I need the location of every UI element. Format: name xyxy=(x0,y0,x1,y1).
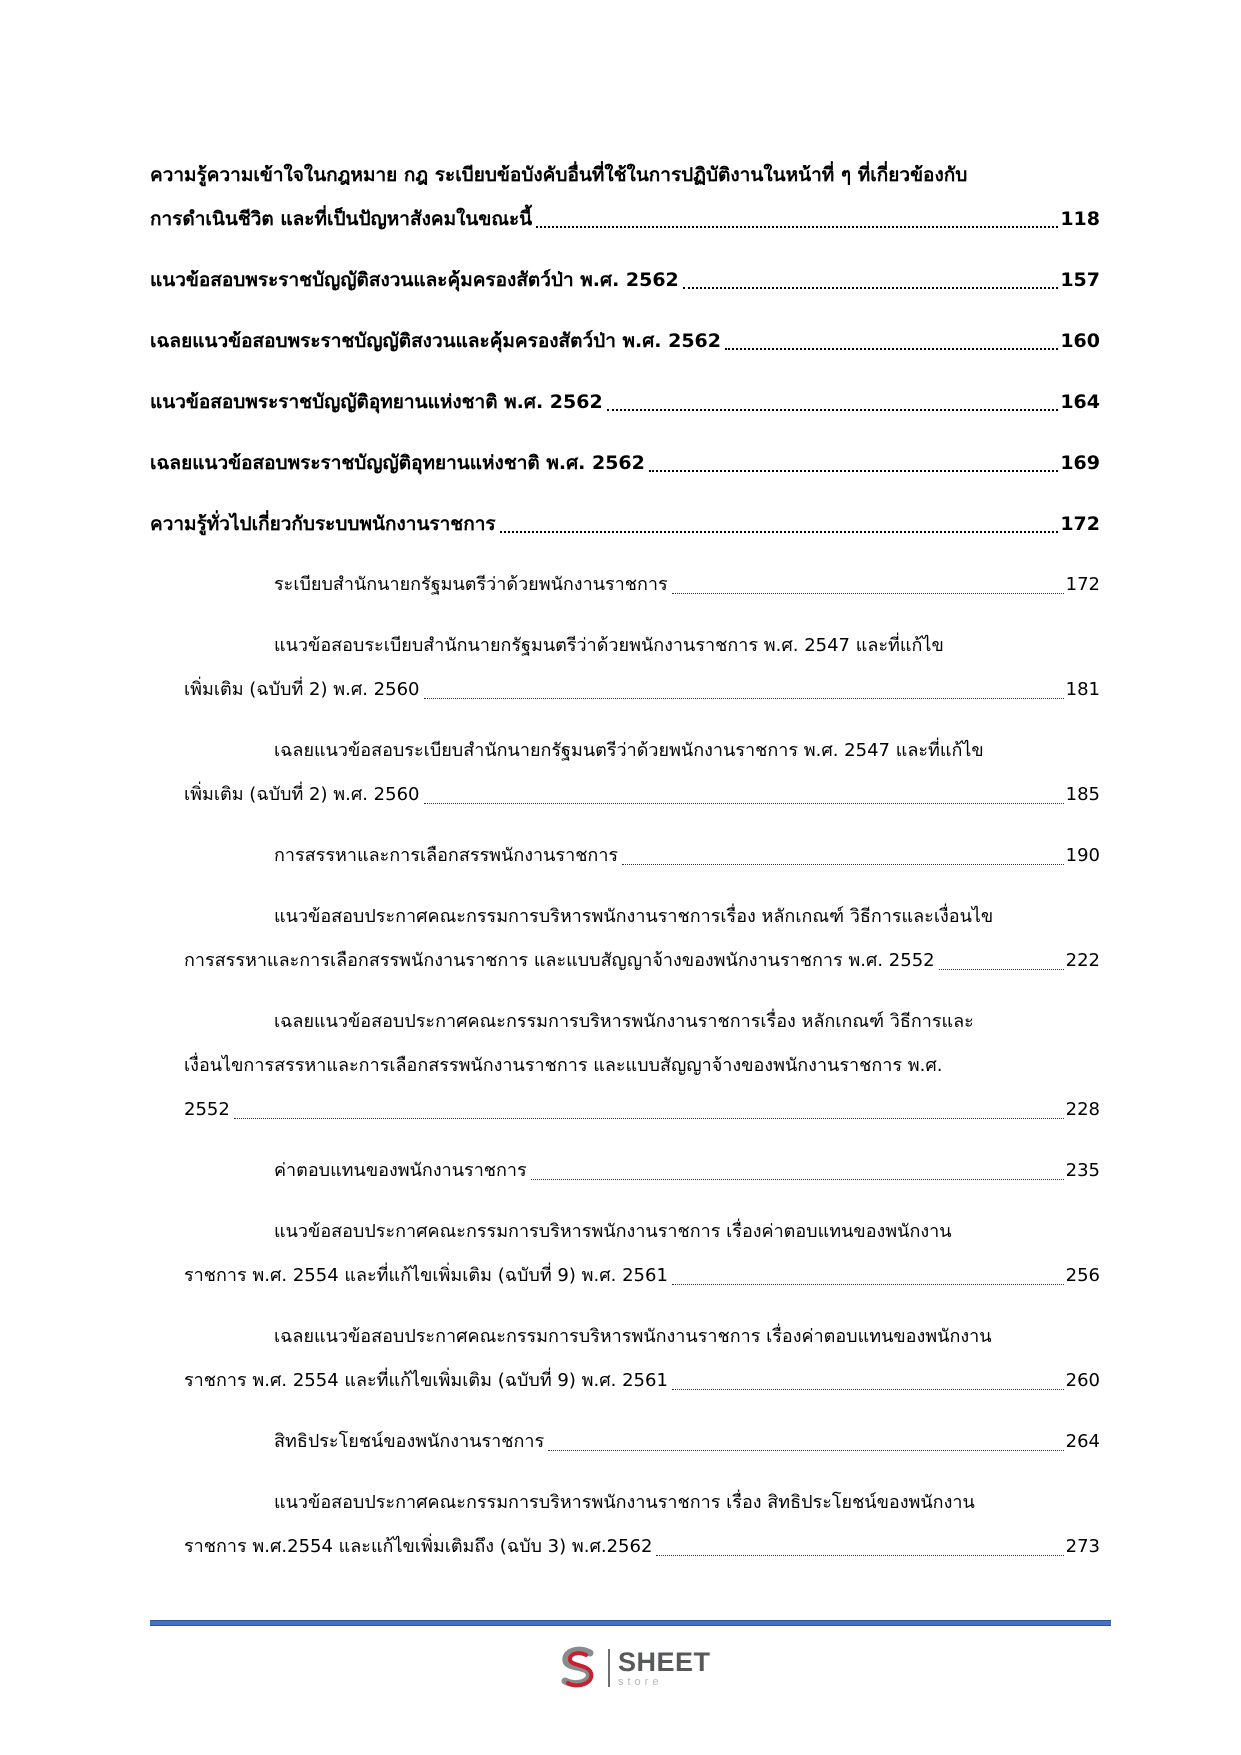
toc-entry xyxy=(150,1315,1100,1403)
toc-entry-title: ราชการ พ.ศ.2554 และแก้ไขเพิ่มเติมถึง (ฉบับ 3) พ.ศ.2562 xyxy=(184,1536,653,1557)
dot-leader xyxy=(672,1389,1064,1390)
toc-page-number: 228 xyxy=(1065,1099,1100,1120)
toc-page-number: 164 xyxy=(1060,391,1100,413)
toc-entry xyxy=(150,1210,1100,1298)
toc-entry xyxy=(150,895,1100,983)
toc-entry-line xyxy=(150,319,1100,363)
dot-leader xyxy=(672,593,1064,594)
toc-entry-line xyxy=(150,1088,1100,1132)
toc-entry-title: แนวข้อสอบประกาศคณะกรรมการบริหารพนักงานราชการ เรื่อง สิทธิประโยชน์ของพนักงาน xyxy=(274,1492,975,1513)
toc-entry-title: การดำเนินชีวิต และที่เป็นปัญหาสังคมในขณะนี้ xyxy=(150,208,533,230)
toc-entry-title: แนวข้อสอบประกาศคณะกรรมการบริหารพนักงานราชการ เรื่องค่าตอบแทนของพนักงาน xyxy=(274,1221,952,1242)
dot-leader xyxy=(672,1284,1064,1285)
toc-entry-line xyxy=(150,153,1100,197)
toc-entry-line xyxy=(150,1210,1100,1254)
toc-entry-line xyxy=(150,895,1100,939)
dot-leader xyxy=(607,409,1059,411)
toc-entry-title: ราชการ พ.ศ. 2554 และที่แก้ไขเพิ่มเติม (ฉบับที่ 9) พ.ศ. 2561 xyxy=(184,1265,668,1286)
toc-page-number: 260 xyxy=(1065,1370,1100,1391)
logo-wordmark xyxy=(618,1646,711,1688)
dot-leader xyxy=(656,1555,1063,1556)
toc-entry-line xyxy=(150,1420,1100,1464)
toc-entry xyxy=(150,1420,1100,1464)
toc-entry-title: แนวข้อสอบพระราชบัญญัติอุทยานแห่งชาติ พ.ศ. 2562 xyxy=(150,391,603,413)
toc-entry-line xyxy=(150,1525,1100,1569)
toc-entry-title: เพิ่มเติม (ฉบับที่ 2) พ.ศ. 2560 xyxy=(184,679,420,700)
footer-rule xyxy=(150,1620,1111,1626)
toc-entry xyxy=(150,258,1100,302)
toc-page-number: 264 xyxy=(1065,1431,1100,1452)
toc-page-number: 169 xyxy=(1060,452,1100,474)
toc-page-number: 157 xyxy=(1060,269,1100,291)
toc-entry-line xyxy=(150,1044,1100,1088)
toc-entry-line xyxy=(150,1359,1100,1403)
toc-entry-title: เฉลยแนวข้อสอบพระราชบัญญัติอุทยานแห่งชาติ พ.ศ. 2562 xyxy=(150,452,645,474)
toc-entry-line xyxy=(150,1315,1100,1359)
toc-entry-line xyxy=(150,773,1100,817)
toc-page-number: 273 xyxy=(1065,1536,1100,1557)
toc-entry-line xyxy=(150,258,1100,302)
dot-leader xyxy=(548,1450,1063,1451)
toc-page-number: 185 xyxy=(1065,784,1100,805)
toc-entry-title: ความรู้ความเข้าใจในกฎหมาย กฎ ระเบียบข้อบังคับอื่นที่ใช้ในการปฏิบัติงานในหน้าที่ ๆ ที่เกี่ยวข้องกับ xyxy=(150,164,968,186)
toc-entry-line xyxy=(150,197,1100,241)
toc-entry-title: ระเบียบสำนักนายกรัฐมนตรีว่าด้วยพนักงานราชการ xyxy=(274,574,668,595)
dot-leader xyxy=(622,864,1064,865)
dot-leader xyxy=(683,287,1059,289)
toc-entry-title: เฉลยแนวข้อสอบพระราชบัญญัติสงวนและคุ้มครองสัตว์ป่า พ.ศ. 2562 xyxy=(150,330,721,352)
toc-entry-line xyxy=(150,563,1100,607)
logo-text: SHEET xyxy=(618,1646,711,1677)
toc-entry-title: แนวข้อสอบพระราชบัญญัติสงวนและคุ้มครองสัตว์ป่า พ.ศ. 2562 xyxy=(150,269,679,291)
dot-leader xyxy=(424,803,1064,804)
toc-entry-title: ราชการ พ.ศ. 2554 และที่แก้ไขเพิ่มเติม (ฉบับที่ 9) พ.ศ. 2561 xyxy=(184,1370,668,1391)
toc-page-number: 172 xyxy=(1060,513,1100,535)
dot-leader xyxy=(234,1118,1064,1119)
footer-logo xyxy=(556,1643,726,1693)
toc-entry xyxy=(150,624,1100,712)
toc-entry-title: ค่าตอบแทนของพนักงานราชการ xyxy=(274,1160,527,1181)
toc-entry-title: การสรรหาและการเลือกสรรพนักงานราชการ และแบบสัญญาจ้างของพนักงานราชการ พ.ศ. 2552 xyxy=(184,950,935,971)
logo-subtext: store xyxy=(618,1675,663,1688)
toc-entry-line xyxy=(150,939,1100,983)
toc-entry-line xyxy=(150,729,1100,773)
toc-entry-line xyxy=(150,668,1100,712)
toc-page-number: 190 xyxy=(1065,845,1100,866)
table-of-contents xyxy=(150,153,1100,1569)
toc-entry-line xyxy=(150,624,1100,668)
toc-entry-title: การสรรหาและการเลือกสรรพนักงานราชการ xyxy=(274,845,619,866)
toc-entry-line xyxy=(150,1254,1100,1298)
toc-entry-line xyxy=(150,1149,1100,1193)
toc-entry-line xyxy=(150,441,1100,485)
toc-entry-title: เงื่อนไขการสรรหาและการเลือกสรรพนักงานราชการ และแบบสัญญาจ้างของพนักงานราชการ พ.ศ. xyxy=(184,1055,943,1076)
toc-entry-title: แนวข้อสอบระเบียบสำนักนายกรัฐมนตรีว่าด้วยพนักงานราชการ พ.ศ. 2547 และที่แก้ไข xyxy=(274,635,944,656)
toc-entry xyxy=(150,153,1100,241)
toc-page-number: 256 xyxy=(1065,1265,1100,1286)
toc-entry-title: สิทธิประโยชน์ของพนักงานราชการ xyxy=(274,1431,545,1452)
toc-page-number: 222 xyxy=(1065,950,1100,971)
toc-entry-line xyxy=(150,502,1100,546)
toc-entry-title: เฉลยแนวข้อสอบประกาศคณะกรรมการบริหารพนักงานราชการเรื่อง หลักเกณฑ์ วิธีการและ xyxy=(274,1011,974,1032)
toc-entry xyxy=(150,563,1100,607)
toc-page-number: 181 xyxy=(1065,679,1100,700)
dot-leader xyxy=(531,1179,1064,1180)
toc-entry xyxy=(150,502,1100,546)
toc-page-number: 235 xyxy=(1065,1160,1100,1181)
toc-entry-line xyxy=(150,1481,1100,1525)
toc-entry-title: เฉลยแนวข้อสอบระเบียบสำนักนายกรัฐมนตรีว่าด้วยพนักงานราชการ พ.ศ. 2547 และที่แก้ไข xyxy=(274,740,984,761)
dot-leader xyxy=(939,969,1064,970)
toc-entry-title: เพิ่มเติม (ฉบับที่ 2) พ.ศ. 2560 xyxy=(184,784,420,805)
toc-entry-title: 2552 xyxy=(184,1099,230,1120)
toc-entry xyxy=(150,834,1100,878)
toc-entry xyxy=(150,1481,1100,1569)
toc-entry-line xyxy=(150,834,1100,878)
toc-entry-title: เฉลยแนวข้อสอบประกาศคณะกรรมการบริหารพนักงานราชการ เรื่องค่าตอบแทนของพนักงาน xyxy=(274,1326,992,1347)
toc-page-number: 172 xyxy=(1065,574,1100,595)
toc-entry xyxy=(150,729,1100,817)
toc-entry-title: ความรู้ทั่วไปเกี่ยวกับระบบพนักงานราชการ xyxy=(150,513,496,535)
toc-entry xyxy=(150,441,1100,485)
toc-entry-line xyxy=(150,380,1100,424)
toc-page-number: 118 xyxy=(1060,208,1100,230)
toc-entry xyxy=(150,319,1100,363)
sheet-store-s-logo-icon xyxy=(556,1645,602,1691)
toc-entry xyxy=(150,1149,1100,1193)
dot-leader xyxy=(500,531,1059,533)
toc-entry-title: แนวข้อสอบประกาศคณะกรรมการบริหารพนักงานราชการเรื่อง หลักเกณฑ์ วิธีการและเงื่อนไข xyxy=(274,906,994,927)
dot-leader xyxy=(649,470,1058,472)
dot-leader xyxy=(536,226,1058,228)
toc-entry-line xyxy=(150,1000,1100,1044)
logo-divider xyxy=(608,1649,610,1687)
dot-leader xyxy=(424,698,1064,699)
toc-entry xyxy=(150,1000,1100,1132)
dot-leader xyxy=(725,348,1058,350)
toc-entry xyxy=(150,380,1100,424)
toc-page-number: 160 xyxy=(1060,330,1100,352)
